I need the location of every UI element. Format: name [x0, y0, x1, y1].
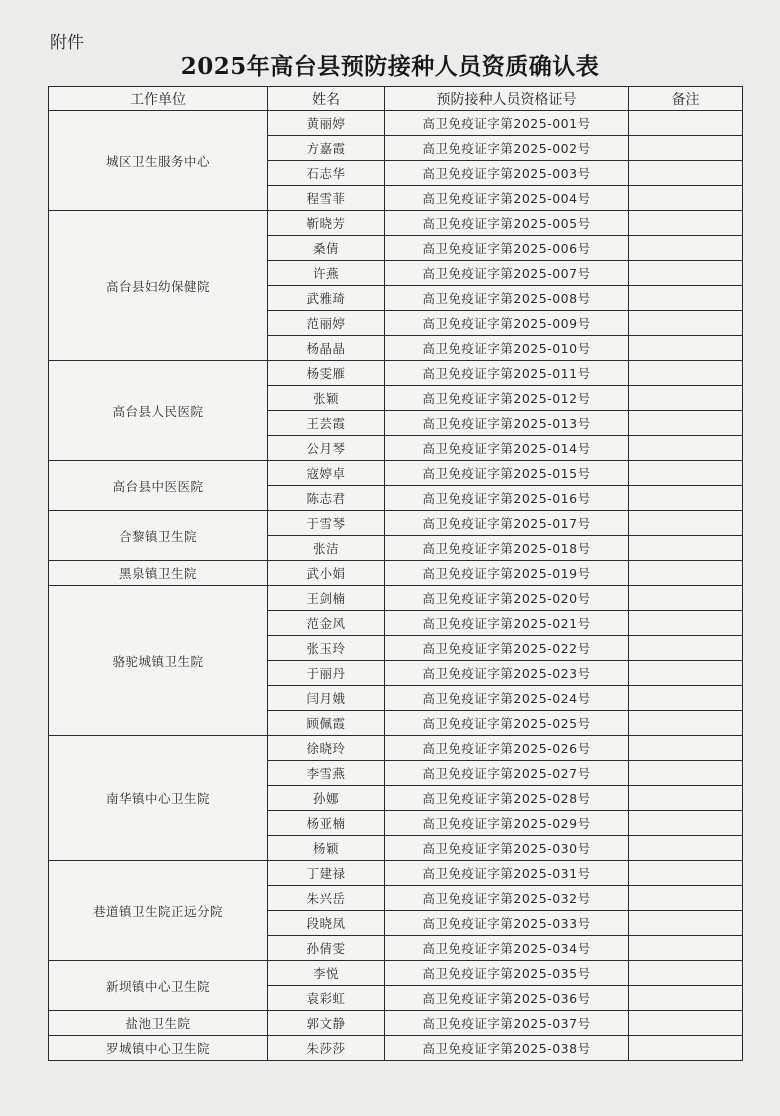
person-name-cell: 王剑楠: [268, 586, 385, 611]
person-name-cell: 范金风: [268, 611, 385, 636]
remarks-cell: [629, 761, 743, 786]
remarks-cell: [629, 411, 743, 436]
certificate-number-cell: 高卫免疫证字第2025-023号: [385, 661, 629, 686]
certificate-number-cell: 高卫免疫证字第2025-036号: [385, 986, 629, 1011]
header-name: 姓名: [268, 87, 385, 111]
remarks-cell: [629, 886, 743, 911]
remarks-cell: [629, 286, 743, 311]
person-name-cell: 王芸霞: [268, 411, 385, 436]
certificate-number-cell: 高卫免疫证字第2025-014号: [385, 436, 629, 461]
person-name-cell: 杨雯雁: [268, 361, 385, 386]
person-name-cell: 闫月娥: [268, 686, 385, 711]
work-unit-cell: 合黎镇卫生院: [49, 511, 268, 561]
certificate-number-cell: 高卫免疫证字第2025-021号: [385, 611, 629, 636]
certificate-number-cell: 高卫免疫证字第2025-029号: [385, 811, 629, 836]
work-unit-cell: 新坝镇中心卫生院: [49, 961, 268, 1011]
certificate-number-cell: 高卫免疫证字第2025-012号: [385, 386, 629, 411]
certificate-number-cell: 高卫免疫证字第2025-004号: [385, 186, 629, 211]
work-unit-cell: 罗城镇中心卫生院: [49, 1036, 268, 1061]
table-row: [49, 361, 743, 386]
qualification-table: [48, 86, 743, 1061]
certificate-number-cell: 高卫免疫证字第2025-024号: [385, 686, 629, 711]
table-row: [49, 586, 743, 611]
person-name-cell: 朱兴岳: [268, 886, 385, 911]
work-unit-cell: 黑泉镇卫生院: [49, 561, 268, 586]
certificate-number-cell: 高卫免疫证字第2025-027号: [385, 761, 629, 786]
certificate-number-cell: 高卫免疫证字第2025-007号: [385, 261, 629, 286]
certificate-number-cell: 高卫免疫证字第2025-034号: [385, 936, 629, 961]
remarks-cell: [629, 111, 743, 136]
person-name-cell: 李悦: [268, 961, 385, 986]
certificate-number-cell: 高卫免疫证字第2025-015号: [385, 461, 629, 486]
person-name-cell: 方嘉霞: [268, 136, 385, 161]
certificate-number-cell: 高卫免疫证字第2025-033号: [385, 911, 629, 936]
work-unit-cell: 南华镇中心卫生院: [49, 736, 268, 861]
person-name-cell: 张颖: [268, 386, 385, 411]
table-row: [49, 736, 743, 761]
remarks-cell: [629, 336, 743, 361]
remarks-cell: [629, 986, 743, 1011]
person-name-cell: 顾佩霞: [268, 711, 385, 736]
remarks-cell: [629, 236, 743, 261]
remarks-cell: [629, 861, 743, 886]
certificate-number-cell: 高卫免疫证字第2025-006号: [385, 236, 629, 261]
remarks-cell: [629, 786, 743, 811]
certificate-number-cell: 高卫免疫证字第2025-020号: [385, 586, 629, 611]
certificate-number-cell: 高卫免疫证字第2025-008号: [385, 286, 629, 311]
person-name-cell: 黄丽婷: [268, 111, 385, 136]
person-name-cell: 孙倩雯: [268, 936, 385, 961]
certificate-number-cell: 高卫免疫证字第2025-013号: [385, 411, 629, 436]
work-unit-cell: 盐池卫生院: [49, 1011, 268, 1036]
person-name-cell: 郭文静: [268, 1011, 385, 1036]
table-row: [49, 211, 743, 236]
remarks-cell: [629, 686, 743, 711]
table-row: [49, 961, 743, 986]
person-name-cell: 朱莎莎: [268, 1036, 385, 1061]
person-name-cell: 孙娜: [268, 786, 385, 811]
remarks-cell: [629, 911, 743, 936]
person-name-cell: 张洁: [268, 536, 385, 561]
header-remarks: 备注: [629, 87, 743, 111]
table-row: [49, 1036, 743, 1061]
certificate-number-cell: 高卫免疫证字第2025-018号: [385, 536, 629, 561]
table-body: [49, 111, 743, 1061]
table-row: [49, 511, 743, 536]
person-name-cell: 武小娟: [268, 561, 385, 586]
certificate-number-cell: 高卫免疫证字第2025-032号: [385, 886, 629, 911]
certificate-number-cell: 高卫免疫证字第2025-016号: [385, 486, 629, 511]
remarks-cell: [629, 1036, 743, 1061]
document-title: 2025年高台县预防接种人员资质确认表: [180, 53, 600, 80]
person-name-cell: 寇婷卓: [268, 461, 385, 486]
certificate-number-cell: 高卫免疫证字第2025-028号: [385, 786, 629, 811]
certificate-number-cell: 高卫免疫证字第2025-009号: [385, 311, 629, 336]
table-row: [49, 861, 743, 886]
person-name-cell: 杨亚楠: [268, 811, 385, 836]
remarks-cell: [629, 461, 743, 486]
remarks-cell: [629, 311, 743, 336]
header-certificate-number: 预防接种人员资格证号: [385, 87, 629, 111]
person-name-cell: 桑倩: [268, 236, 385, 261]
table-row: [49, 111, 743, 136]
certificate-number-cell: 高卫免疫证字第2025-019号: [385, 561, 629, 586]
remarks-cell: [629, 586, 743, 611]
certificate-number-cell: 高卫免疫证字第2025-025号: [385, 711, 629, 736]
person-name-cell: 范丽婷: [268, 311, 385, 336]
remarks-cell: [629, 361, 743, 386]
remarks-cell: [629, 161, 743, 186]
person-name-cell: 张玉玲: [268, 636, 385, 661]
remarks-cell: [629, 611, 743, 636]
person-name-cell: 袁彩虹: [268, 986, 385, 1011]
certificate-number-cell: 高卫免疫证字第2025-030号: [385, 836, 629, 861]
work-unit-cell: 高台县妇幼保健院: [49, 211, 268, 361]
certificate-number-cell: 高卫免疫证字第2025-037号: [385, 1011, 629, 1036]
certificate-number-cell: 高卫免疫证字第2025-010号: [385, 336, 629, 361]
table-row: [49, 461, 743, 486]
remarks-cell: [629, 536, 743, 561]
table-header-row: [49, 87, 743, 111]
certificate-number-cell: 高卫免疫证字第2025-022号: [385, 636, 629, 661]
work-unit-cell: 高台县中医医院: [49, 461, 268, 511]
remarks-cell: [629, 811, 743, 836]
certificate-number-cell: 高卫免疫证字第2025-038号: [385, 1036, 629, 1061]
remarks-cell: [629, 261, 743, 286]
certificate-number-cell: 高卫免疫证字第2025-026号: [385, 736, 629, 761]
person-name-cell: 徐晓玲: [268, 736, 385, 761]
work-unit-cell: 城区卫生服务中心: [49, 111, 268, 211]
work-unit-cell: 高台县人民医院: [49, 361, 268, 461]
remarks-cell: [629, 936, 743, 961]
person-name-cell: 于丽丹: [268, 661, 385, 686]
person-name-cell: 武雅琦: [268, 286, 385, 311]
certificate-number-cell: 高卫免疫证字第2025-017号: [385, 511, 629, 536]
remarks-cell: [629, 736, 743, 761]
person-name-cell: 杨晶晶: [268, 336, 385, 361]
person-name-cell: 李雪燕: [268, 761, 385, 786]
table-row: [49, 1011, 743, 1036]
remarks-cell: [629, 636, 743, 661]
person-name-cell: 陈志君: [268, 486, 385, 511]
work-unit-cell: 骆驼城镇卫生院: [49, 586, 268, 736]
table-row: [49, 561, 743, 586]
remarks-cell: [629, 961, 743, 986]
remarks-cell: [629, 186, 743, 211]
certificate-number-cell: 高卫免疫证字第2025-002号: [385, 136, 629, 161]
certificate-number-cell: 高卫免疫证字第2025-003号: [385, 161, 629, 186]
person-name-cell: 杨颖: [268, 836, 385, 861]
person-name-cell: 丁建禄: [268, 861, 385, 886]
person-name-cell: 公月琴: [268, 436, 385, 461]
person-name-cell: 靳晓芳: [268, 211, 385, 236]
certificate-number-cell: 高卫免疫证字第2025-031号: [385, 861, 629, 886]
remarks-cell: [629, 561, 743, 586]
remarks-cell: [629, 211, 743, 236]
remarks-cell: [629, 661, 743, 686]
certificate-number-cell: 高卫免疫证字第2025-035号: [385, 961, 629, 986]
remarks-cell: [629, 386, 743, 411]
remarks-cell: [629, 436, 743, 461]
work-unit-cell: 巷道镇卫生院正远分院: [49, 861, 268, 961]
person-name-cell: 段晓凤: [268, 911, 385, 936]
person-name-cell: 许燕: [268, 261, 385, 286]
remarks-cell: [629, 711, 743, 736]
certificate-number-cell: 高卫免疫证字第2025-005号: [385, 211, 629, 236]
person-name-cell: 石志华: [268, 161, 385, 186]
remarks-cell: [629, 836, 743, 861]
remarks-cell: [629, 136, 743, 161]
person-name-cell: 程雪菲: [268, 186, 385, 211]
attachment-label: 附件: [50, 33, 84, 53]
remarks-cell: [629, 511, 743, 536]
certificate-number-cell: 高卫免疫证字第2025-011号: [385, 361, 629, 386]
remarks-cell: [629, 1011, 743, 1036]
person-name-cell: 于雪琴: [268, 511, 385, 536]
certificate-number-cell: 高卫免疫证字第2025-001号: [385, 111, 629, 136]
header-work-unit: 工作单位: [49, 87, 268, 111]
remarks-cell: [629, 486, 743, 511]
